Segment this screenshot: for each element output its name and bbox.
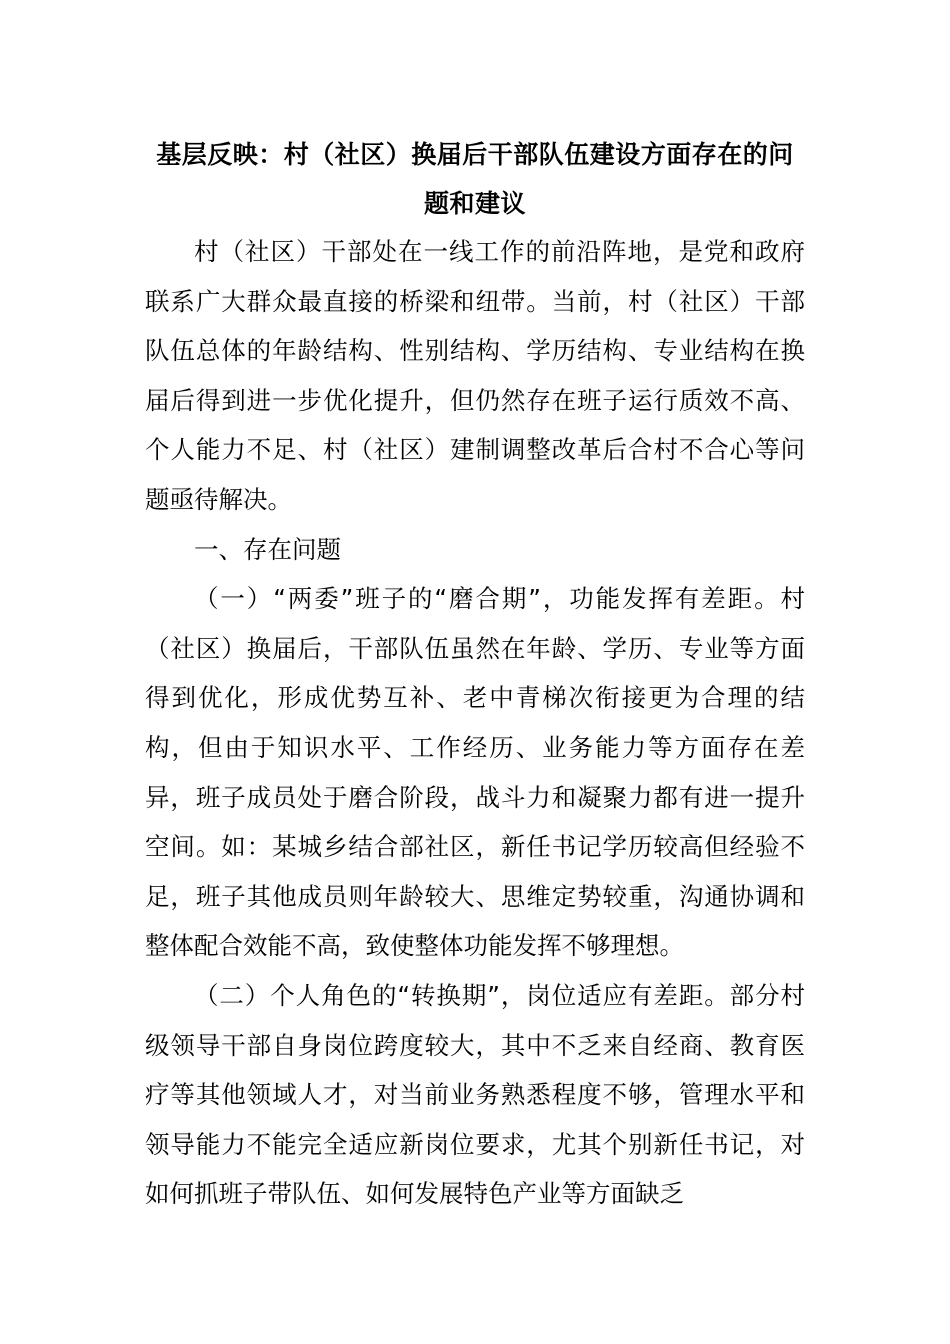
paragraph-problem-1: （一）“两委”班子的“磨合期”，功能发挥有差距。村（社区）换届后，干部队伍虽然在年龄、学历、专业等方面得到优化，形成优势互补、老中青梯次衔接更为合理的结构，但由于知识水平、工作经历、业务能力等方面存在差异，班子成员处于磨合阶段，战斗力和凝聚力都有进一提升空间。如：某城乡结合部社区，新任书记学历较高但经验不足，班子其他成员则年龄较大、思维定势较重，沟通协调和整体配合效能不高，致使整体功能发挥不够理想。: [145, 584, 805, 961]
document-body: [145, 227, 805, 1219]
paragraph-problem-2: （二）个人角色的“转换期”，岗位适应有差距。部分村级领导干部自身岗位跨度较大，其中不乏来自经商、教育医疗等其他领域人才，对当前业务熟悉程度不够，管理水平和领导能力不能完全适应新岗位要求，尤其个别新任书记，对如何抓班子带队伍、如何发展特色产业等方面缺乏: [145, 980, 805, 1209]
document-title: 基层反映：村（社区）换届后干部队伍建设方面存在的问题和建议: [156, 140, 794, 218]
paragraph-intro: 村（社区）干部处在一线工作的前沿阵地，是党和政府联系广大群众最直接的桥梁和纽带。当前，村（社区）干部队伍总体的年龄结构、性别结构、学历结构、专业结构在换届后得到进一步优化提升，但仍然存在班子运行质效不高、个人能力不足、村（社区）建制调整改革后合村不合心等问题亟待解决。: [145, 237, 805, 514]
section-heading-problems: 一、存在问题: [194, 534, 341, 564]
